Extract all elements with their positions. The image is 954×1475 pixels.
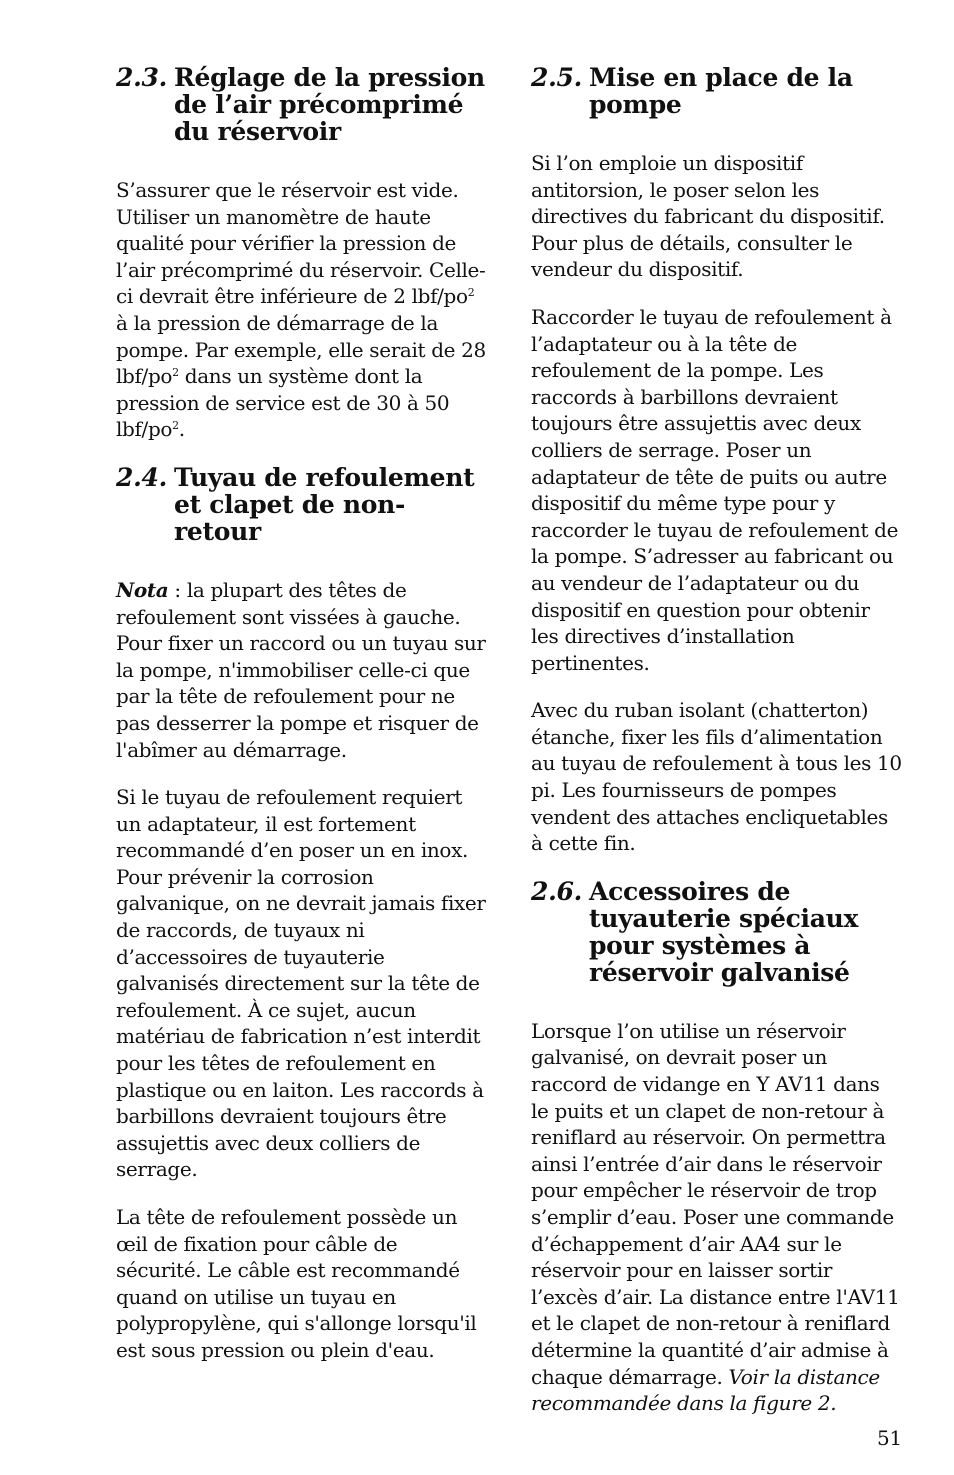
section-title: Tuyau de refoulement et clapet de non-retour: [174, 462, 475, 546]
section-number: 2.6.: [531, 876, 582, 906]
section-2-3-heading: [116, 64, 488, 145]
section-2-4-heading: [116, 464, 488, 545]
section-title: Réglage de la pression de l’air précomprimé du réservoir: [174, 63, 485, 146]
text-run: .: [178, 417, 185, 442]
section-2-4-paragraph-3: La tête de refoulement possède un œil de fixation pour câble de sécurité. Le câble est recommandé quand on utilise un tuyau en polypropylène, qui s'allonge lorsqu'il est sous pression ou plein d'eau.: [116, 1205, 477, 1362]
section-2-5-heading: [531, 64, 903, 118]
section-number: 2.4.: [116, 462, 167, 492]
right-column: [531, 64, 903, 1438]
superscript: 2: [172, 419, 179, 433]
figure-reference: Voir la distance recommandée dans la figure 2.: [531, 1364, 880, 1416]
nota-paragraph: [116, 577, 488, 763]
page-number: 51: [877, 1426, 902, 1450]
text-run: dans un système dont la pression de service est de 30 à 50 lbf/po: [116, 364, 450, 442]
superscript: 2: [467, 286, 475, 300]
section-2-3-paragraph: [116, 177, 488, 443]
text-run: Lorsque l’on utilise un réservoir galvanisé, on devrait poser un raccord de vidange en Y AV11 dans le puits et un clapet de non-retour à reniflard au réservoir. On permettra ainsi l’entrée d’air dans le réservoir pour empêcher le réservoir de trop s’emplir d’eau. Poser une commande d’échappement d’air AA4 sur le réservoir pour en laisser sortir l’excès d’air. La distance entre l'AV11 et le clapet de non-retour à reniflard détermine la quantité d’air admise à chaque démarrage.: [531, 1018, 900, 1389]
text-run: à la pression de démarrage de la pompe. Par exemple, elle serait de 28 lbf/po: [116, 310, 486, 389]
left-column: [116, 64, 488, 1385]
nota-label: Nota: [116, 577, 169, 602]
section-number: 2.3.: [116, 63, 167, 92]
section-title: Accessoires de tuyauterie spéciaux pour systèmes à réservoir galvanisé: [589, 876, 859, 987]
section-2-4-paragraph-2: Si le tuyau de refoulement requiert un adaptateur, il est fortement recommandé d’en poser un en inox. Pour prévenir la corrosion galvanique, on ne devrait jamais fixer de raccords, de tuyaux ni d’accessoires de tuyauterie galvanisés directement sur la tête de refoulement. À ce sujet, aucun matériau de fabrication n’est interdit pour les têtes de refoulement en plastique ou en laiton. Les raccords à barbillons devraient toujours être assujettis avec deux colliers de serrage.: [116, 785, 486, 1182]
section-number: 2.5.: [531, 63, 582, 92]
text-run: S’assurer que le réservoir est vide. Utiliser un manomètre de haute qualité pour vérifier la pression de l’air précomprimé du réservoir. Celle-ci devrait être inférieure de 2 lbf/po: [116, 178, 486, 309]
section-2-6-paragraph: [531, 1018, 903, 1417]
nota-text: : la plupart des têtes de refoulement sont vissées à gauche. Pour fixer un raccord ou un tuyau sur la pompe, n'immobiliser celle-ci que par la tête de refoulement pour ne pas desserrer la pompe et risquer de l'abîmer au démarrage.: [116, 577, 486, 762]
section-2-5-paragraph-3: Avec du ruban isolant (chatterton) étanche, fixer les fils d’alimentation au tuyau de refoulement à tous les 10 pi. Les fournisseurs de pompes vendent des attaches encliquetables à cette fin.: [531, 698, 902, 856]
section-2-5-paragraph-1: Si l’on emploie un dispositif antitorsion, le poser selon les directives du fabricant du dispositif. Pour plus de détails, consulter le vendeur du dispositif.: [531, 151, 885, 282]
section-2-5-paragraph-2: Raccorder le tuyau de refoulement à l’adaptateur ou à la tête de refoulement de la pompe. Les raccords à barbillons devraient toujours être assujettis avec deux colliers de serrage. Poser un adaptateur de tête de puits ou autre dispositif du même type pour y raccorder le tuyau de refoulement de la pompe. S’adresser au fabricant ou au vendeur de l’adaptateur ou du dispositif en question pour obtenir les directives d’installation pertinentes.: [531, 304, 899, 675]
section-title: Mise en place de la pompe: [589, 63, 853, 119]
superscript: 2: [172, 366, 179, 380]
section-2-6-heading: [531, 878, 903, 986]
